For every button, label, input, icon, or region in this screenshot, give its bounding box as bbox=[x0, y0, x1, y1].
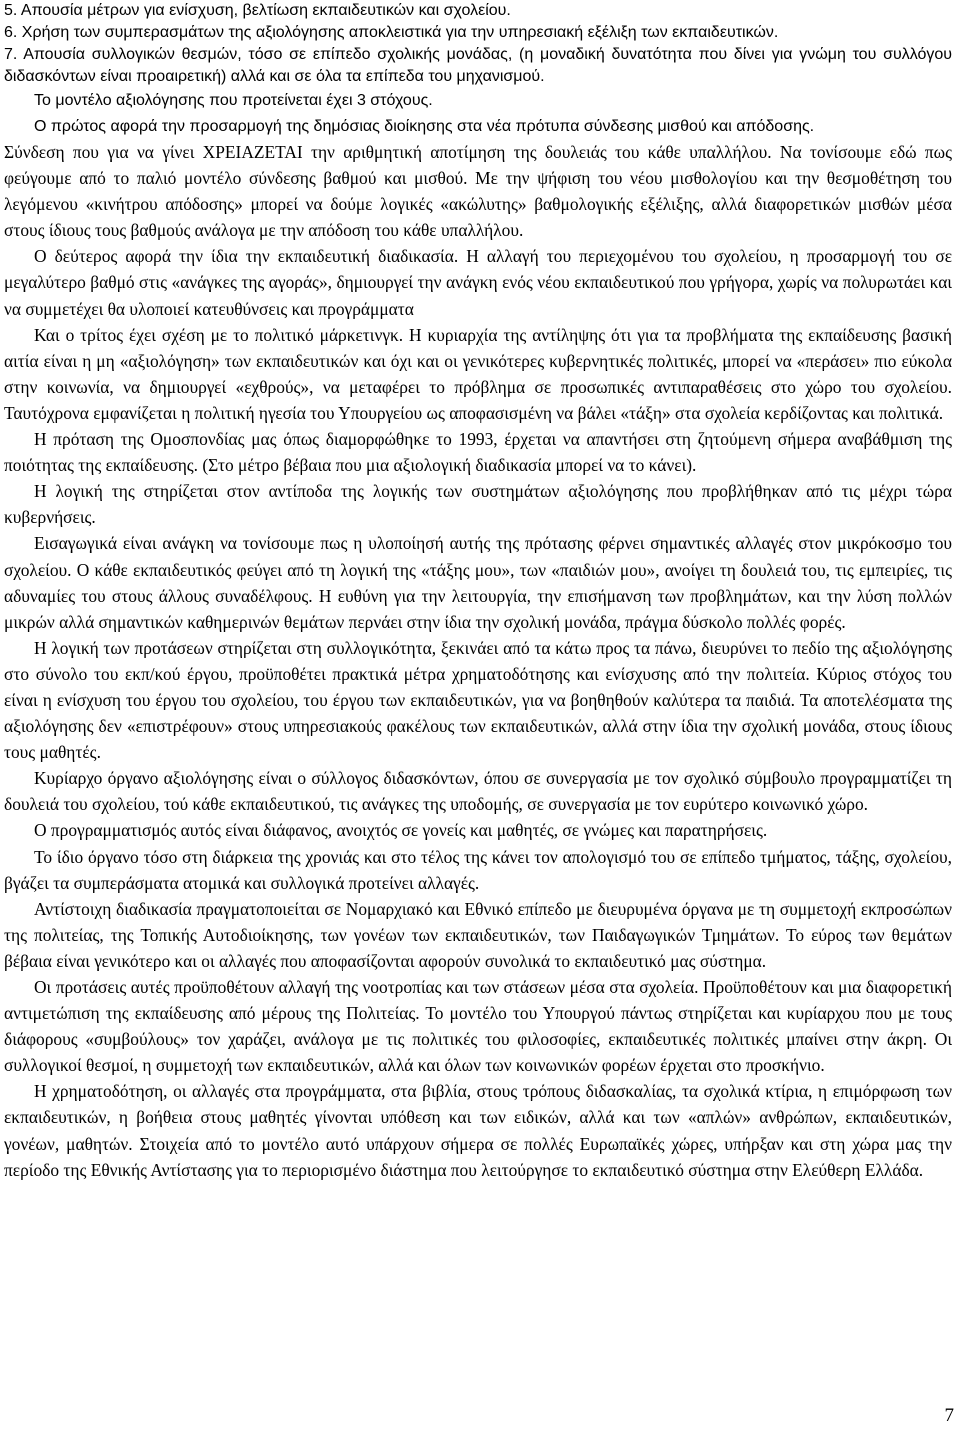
intro-sentence: Το μοντέλο αξιολόγησης που προτείνεται έχει 3 στόχους. bbox=[34, 92, 433, 109]
paragraph-regional-national: Αντίστοιχη διαδικασία πραγματοποιείται σε Νομαρχιακό και Εθνικό επίπεδο με διευρυμένα όργανα με τη συμμετοχή εκπροσώπων της πολιτείας, της Τοπικής Αυτοδιοίκησης, των γονέων των εκπαιδευτικών, των Παιδαγωγικών Τμημάτων. Το εύρος των θεμάτων βέβαια είναι γενικότερο και οι αλλαγές που αποφασίζονται αφορούν συνολικά το εκπαιδευτικό μας σύστημα. bbox=[4, 898, 952, 971]
paragraph-funding: Η χρηματοδότηση, οι αλλαγές στα προγράμματα, στα βιβλία, στους τρόπους διδασκαλίας, τα σχολικά κτίρια, η επιμόρφωση των εκπαιδευτικών, η βοήθεια στους μαθητές γίνονται υπόθεση και των ειδικών, αλλά και των «απλών» ανθρώπων, εκπαιδευτικών, γονέων, μαθητών. Στοιχεία από το μοντέλο αυτό υπάρχουν σήμερα σε πολλές Ευρωπαϊκές χώρες, υπήρξαν και στη χώρα μας την περίοδο της Εθνικής Αντίστασης για το περιορισμένο διάστημα που λειτούργησε το εκπαιδευτικό σύστημα στην Ελεύθερη Ελλάδα. bbox=[4, 1081, 952, 1180]
paragraph-third-goal: Και ο τρίτος έχει σχέση με το πολιτικό μάρκετινγκ. Η κυριαρχία της αντίληψης ότι για τα προβλήματα της εκπαίδευσης βασική αιτία είναι η μη «αξιολόγηση» των εκπαιδευτικών και όχι και οι γενικότερες κυβερνητικές πολιτικές, μπορεί να «περάσει» πιο εύκολα στην κοινωνία, να δημιουργεί «εχθρούς», να μεταφέρει το πρόβλημα σε προσωπικές αντιπαραθέσεις στο χώρο του σχολείου. Ταυτόχρονα εμφανίζεται η πολιτική ηγεσία του Υπουργείου ως αποφασισμένη να βάλει «τάξη» στα σχολεία κερδίζοντας και πολιτικά. bbox=[4, 324, 952, 423]
paragraph-federation-proposal: Η πρόταση της Ομοσπονδίας μας όπως διαμορφώθηκε το 1993, έρχεται να απαντήσει στη ζητούμενη σήμερα αναβάθμιση της ποιότητας της εκπαίδευσης. (Στο μέτρο βέβαια που μια αξιολογική διαδικασία μπορεί να το κάνει). bbox=[4, 429, 952, 476]
list-item-7: 7. Απουσία συλλογικών θεσμών, τόσο σε επίπεδο σχολικής μονάδας, (η μοναδική δυνατότητα που δίνει για γνώμη του συλλόγου διδασκόντων είναι προαιρετική) αλλά και σε όλα τα επίπεδα του μηχανισμού. bbox=[4, 46, 952, 85]
list-item-6: 6. Χρήση των συμπερασμάτων της αξιολόγησης αποκλειστικά για την υπηρεσιακή εξέλιξη των εκπαιδευτικών. bbox=[4, 24, 779, 41]
paragraph-teachers-council: Κυρίαρχο όργανο αξιολόγησης είναι ο σύλλογος διδασκόντων, όπου σε συνεργασία με τον σχολικό σύμβουλο προγραμματίζει τη δουλειά του σχολείου, τού κάθε εκπαιδευτικού, τις ανάγκες της υποδομής, σε συνεργασία με τον ευρύτερο κοινωνικό χώρο. bbox=[4, 768, 952, 815]
first-goal-sentence: Ο πρώτος αφορά την προσαρμογή της δημόσιας διοίκησης στα νέα πρότυπα σύνδεσης μισθού και απόδοσης. bbox=[34, 117, 815, 135]
paragraph-collectivity: Η λογική των προτάσεων στηρίζεται στη συλλογικότητα, ξεκινάει από τα κάτω προς τα πάνω, διευρύνει το πεδίο της αξιολόγησης στο σύνολο του εκπ/κού έργου, προϋποθέτει πρακτικά μέτρα χρηματοδότησης και ενίσχυσης από την πολιτεία. Κύριος στόχος του είναι η ενίσχυση του έργου του σχολείου, του έργου των εκπαιδευτικών, για να βοηθηθούν καλύτερα τα παιδιά. Τα αποτελέσματα της αξιολόγησης δεν «επιστρέφουν» στους υπηρεσιακούς φακέλους των εκπαιδευτικών, αλλά στην ίδια την σχολική μονάδα, στους ίδιους τους μαθητές. bbox=[4, 637, 952, 763]
paragraph-second-goal: Ο δεύτερος αφορά την ίδια την εκπαιδευτική διαδικασία. Η αλλαγή του περιεχομένου του σχολείου, η προσαρμογή του σε μεγαλύτερο βαθμό στις «ανάγκες της αγοράς», δημιουργεί την ανάγκη ενός νέου εκπαιδευτικού που γρήγορα, χωρίς να πολυρωτάει και να συμμετέχει θα υλοποιεί κατευθύνσεις και προγράμματα bbox=[4, 246, 952, 319]
paragraph-review: Το ίδιο όργανο τόσο στη διάρκεια της χρονιάς και στο τέλος της κάνει τον απολογισμό του σε επίπεδο τμήματος, τάξης, σχολείου, βγάζει τα συμπεράσματα ατομικά και συλλογικά προτείνει αλλαγές. bbox=[4, 846, 952, 893]
paragraph-introduction: Εισαγωγικά είναι ανάγκη να τονίσουμε πως η υλοποίησή αυτής της πρότασης φέρνει σημαντικές αλλαγές στον μικρόκοσμο του σχολείου. Ο κάθε εκπαιδευτικός φεύγει από τη λογική της «τάξης μου», των «παιδιών μου», ανοίγει τη δουλειά του, τις εμπειρίες, τις αδυναμίες του στους άλλους συναδέλφους. Η ευθύνη για την λειτουργία, την επισήμανση των προβλημάτων, και την λύση πολλών μικρών αλλά σημαντικών καθημερινών θεμάτων περνάει στην ίδια την σχολική μονάδα, πράγμα δύσκολο πολλές φορές. bbox=[4, 533, 952, 632]
document-page bbox=[4, 0, 952, 1183]
paragraph-mentality-change: Οι προτάσεις αυτές προϋποθέτουν αλλαγή της νοοτροπίας και των στάσεων μέσα στα σχολεία. Προϋποθέτουν και μια διαφορετική αντιμετώπιση της εκπαίδευσης από μέρους της Πολιτείας. Το μοντέλο του Υπουργού πάντως στηρίζεται και κυρίαρχου που με τους διάφορους «συμβούλους» τον χαράζει, ανάλογα με τις πολιτικές του φιλοσοφίες, εκπαιδευτικές πολιτικές μπαίνει στην άκρη. Οι συλλογικοί θεσμοί, η συμμετοχή των εκπαιδευτικών, αλλά και όλων των κοινωνικών φορέων έρχεται στο προσκήνιο. bbox=[4, 977, 952, 1076]
paragraph-transparency: Ο προγραμματισμός αυτός είναι διάφανος, ανοιχτός σε γονείς και μαθητές, σε γνώμες και παρατηρήσεις. bbox=[34, 820, 768, 841]
page-number: 7 bbox=[944, 1405, 954, 1426]
paragraph-logic: Η λογική της στηρίζεται στον αντίποδα της λογικής των συστημάτων αξιολόγησης που προβλήθηκαν από τις μέχρι τώρα κυβερνήσεις. bbox=[4, 481, 952, 528]
paragraph-salary-link: Σύνδεση που για να γίνει ΧΡΕΙΑΖΕΤΑΙ την αριθμητική αποτίμηση της δουλειάς του κάθε υπαλλήλου. Να τονίσουμε εδώ πως φεύγουμε από το παλιό μοντέλο σύνδεσης βαθμού και μισθού. Με την ψήφιση του νέου μισθολογίου και την θεσμοθέτηση του λεγόμενου «κινήτρου απόδοσης» μπορεί να δούμε λογικές «ακώλυτης» βαθμολογικής εξέλιξης, αλλά διαφορετικών μισθών μέσα στους ίδιους τους βαθμούς ανάλογα με την απόδοση του κάθε υπαλλήλου. bbox=[4, 142, 952, 241]
list-item-5: 5. Απουσία μέτρων για ενίσχυση, βελτίωση εκπαιδευτικών και σχολείου. bbox=[4, 2, 511, 19]
